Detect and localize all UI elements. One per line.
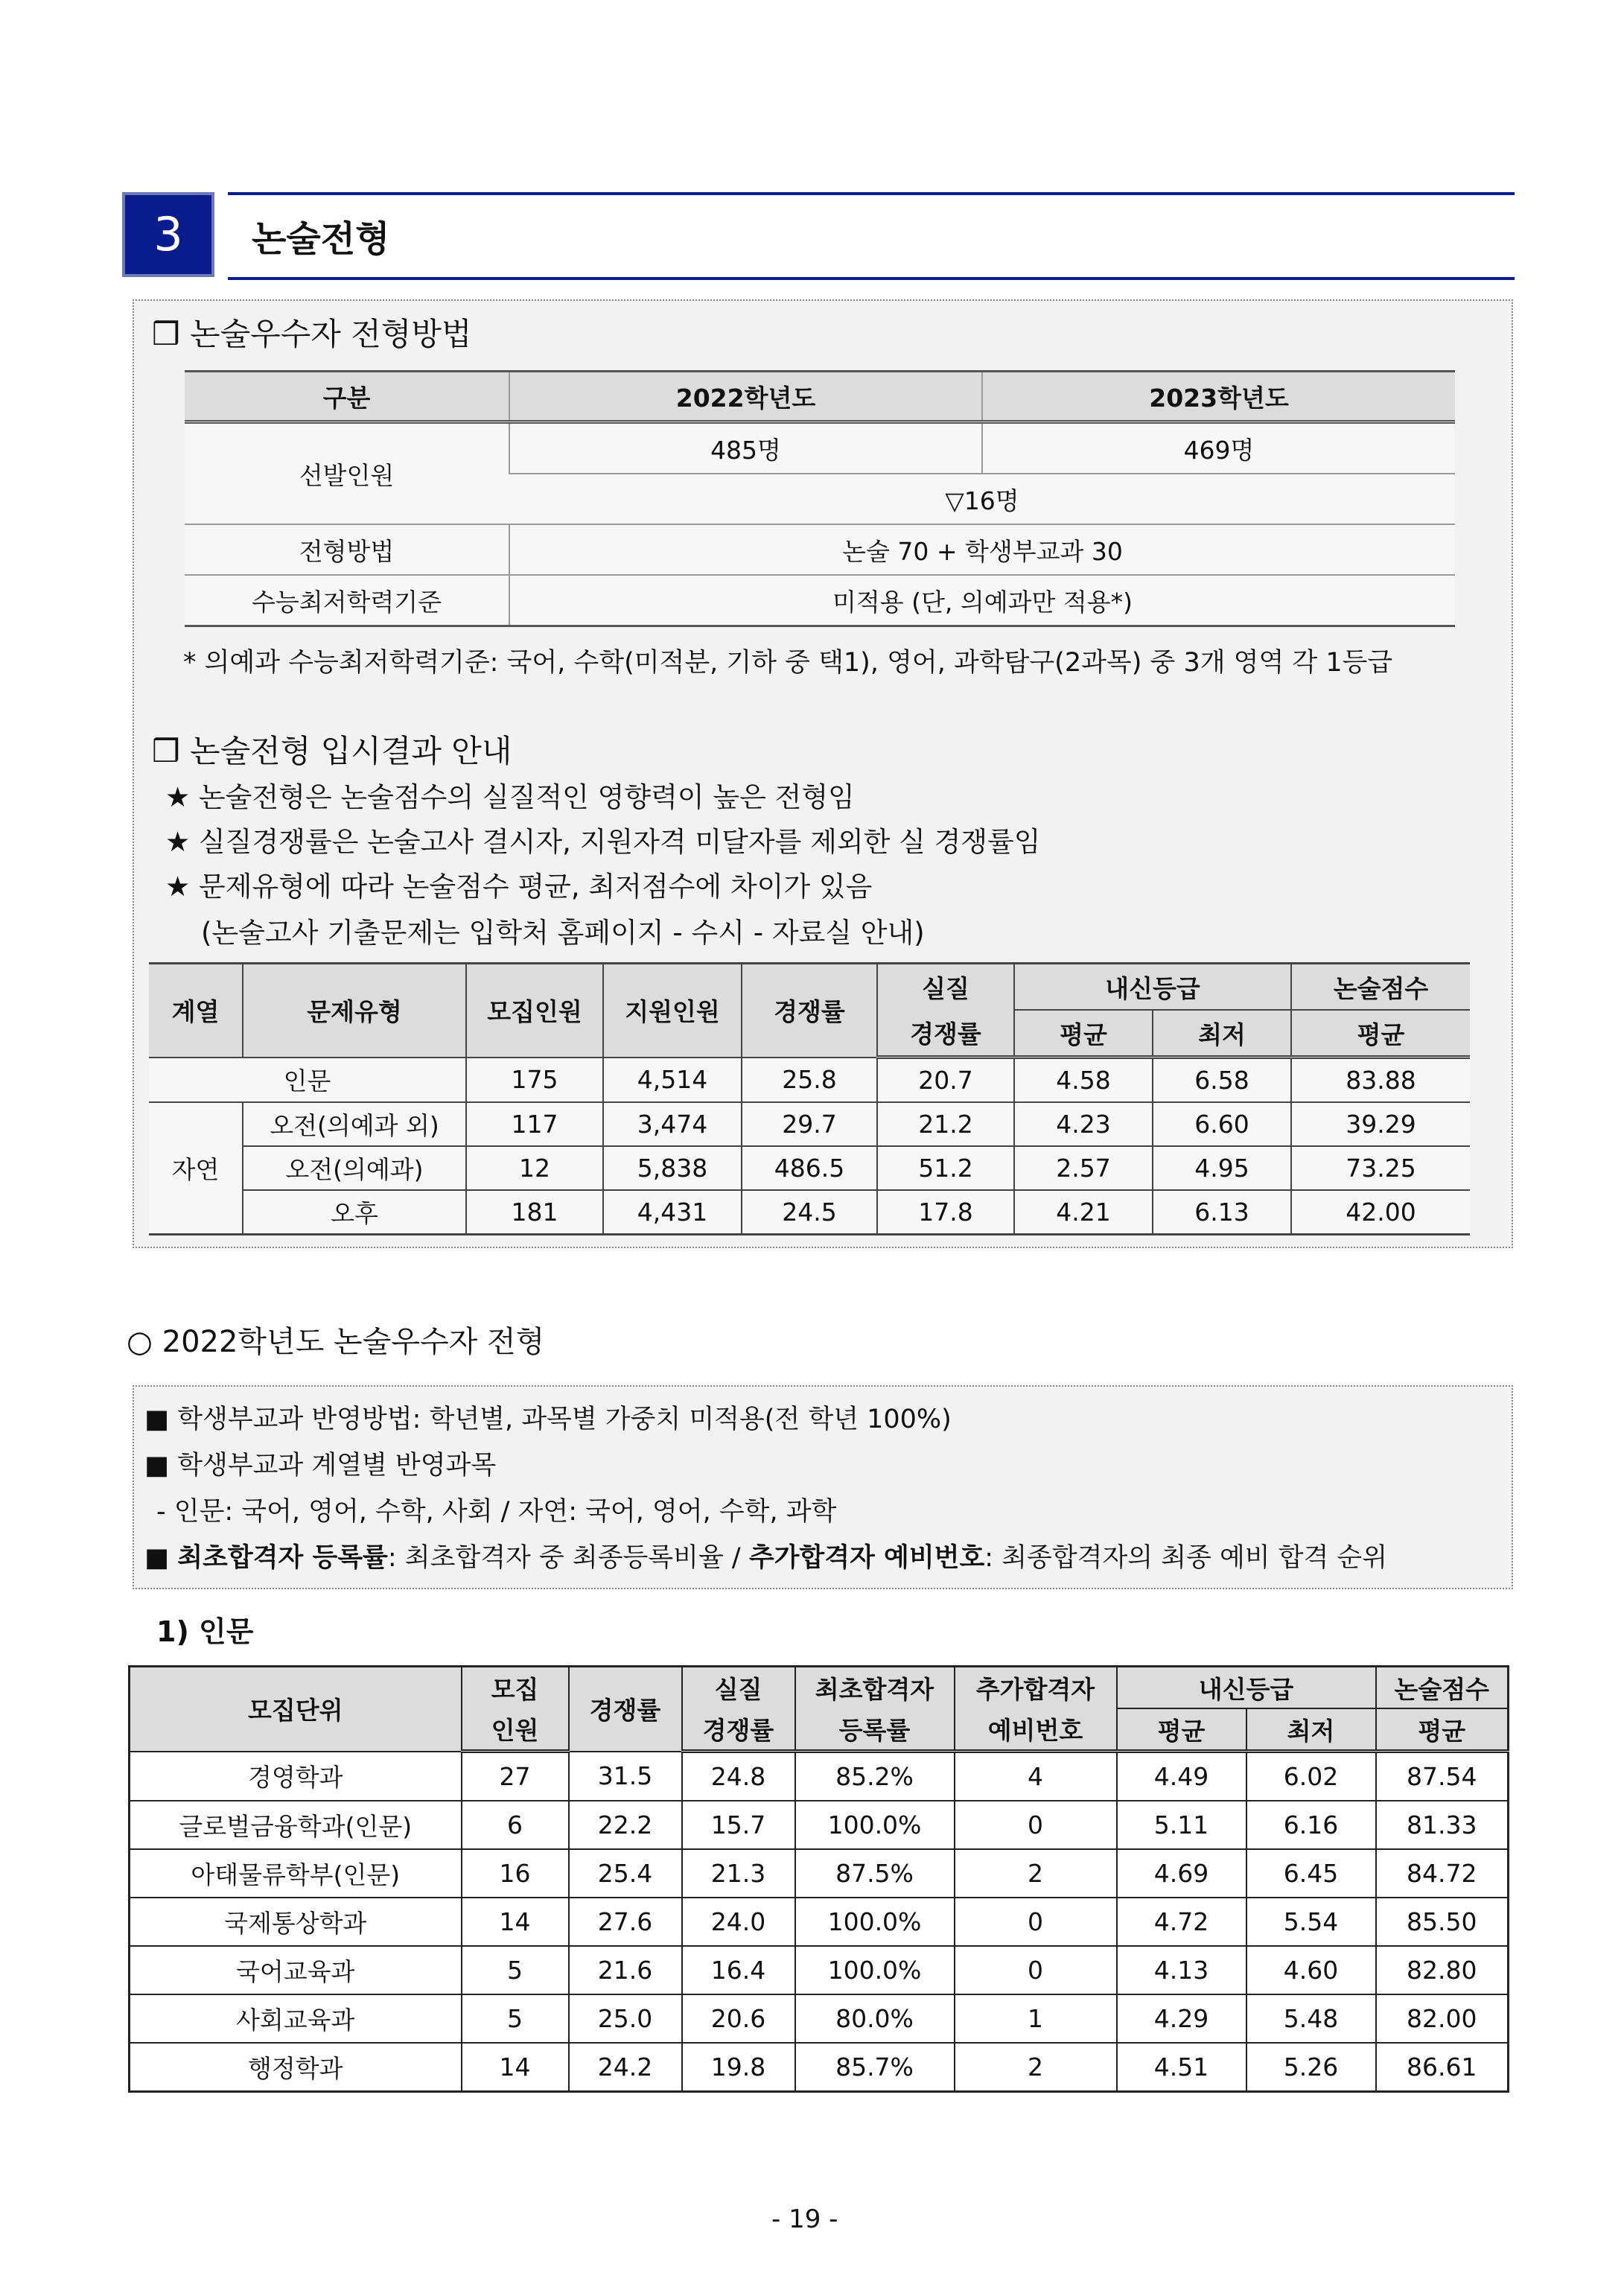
table-header-row: [185, 372, 1455, 422]
cell-quota: 27: [462, 1752, 569, 1801]
header-extra-top: 추가합격자: [955, 1667, 1117, 1709]
cell-reg-rate: 100.0%: [795, 1898, 955, 1946]
row-label-selection: 선발인원: [185, 422, 509, 525]
cell-essay-avg: 83.88: [1291, 1058, 1470, 1103]
cell-type: 오전(의예과): [243, 1146, 466, 1190]
humanities-table: [128, 1665, 1509, 2093]
cell-type: 인문: [149, 1058, 466, 1103]
cell-real-rate: 51.2: [877, 1146, 1014, 1190]
cell-grade-avg: 4.49: [1117, 1752, 1246, 1801]
page-number: - 19 -: [771, 2204, 838, 2234]
cell-quota: 175: [466, 1058, 603, 1103]
cell-unit: 경영학과: [130, 1752, 462, 1801]
cell-grade-avg: 4.69: [1117, 1849, 1246, 1898]
cell-quota: 6: [462, 1801, 569, 1849]
cell-grade-min: 6.60: [1153, 1102, 1291, 1146]
subheading-2022: ○ 2022학년도 논술우수자 전형: [127, 1325, 545, 1359]
results-heading: ❒ 논술전형 입시결과 안내: [152, 733, 512, 769]
cell-rate: 25.0: [569, 1994, 682, 2043]
cell-real-rate: 17.8: [877, 1190, 1014, 1235]
table-header-row: [149, 964, 1470, 1011]
humanities-heading: 1) 인문: [156, 1615, 254, 1648]
cell-field-science: 자연: [149, 1102, 243, 1235]
cell-waitlist: 2: [955, 2043, 1117, 2092]
header-essay-avg: 평균: [1376, 1708, 1509, 1752]
cell-waitlist: 4: [955, 1752, 1117, 1801]
header-grade-min: 최저: [1246, 1708, 1376, 1752]
cell-grade-min: 4.95: [1153, 1146, 1291, 1190]
table-row: [149, 1102, 1470, 1146]
cell-rate: 25.4: [569, 1849, 682, 1898]
humanities-table-body: [130, 1752, 1509, 2092]
table-row: [185, 422, 1455, 474]
cell-essay-avg: 85.50: [1376, 1898, 1509, 1946]
cell-essay-avg: 81.33: [1376, 1801, 1509, 1849]
definition-first-reg-rate: : 최초합격자 중 최종등록비율 /: [387, 1543, 749, 1573]
table-row: [130, 1898, 1509, 1946]
cell-rate: 27.6: [569, 1898, 682, 1946]
table-header-row: [130, 1667, 1509, 1709]
selection-change: ▽16명: [509, 474, 1455, 524]
cell-reg-rate: 80.0%: [795, 1994, 955, 2043]
term-waitlist-number: 추가합격자 예비번호: [748, 1543, 985, 1573]
method-value: 논술 70 + 학생부교과 30: [509, 524, 1455, 575]
cell-real-rate: 20.6: [682, 1994, 795, 2043]
cell-reg-rate: 85.7%: [795, 2043, 955, 2092]
header-real-rate-top: 실질: [877, 964, 1014, 1011]
cell-quota: 117: [466, 1102, 603, 1146]
cell-waitlist: 0: [955, 1898, 1117, 1946]
table-row: [149, 1190, 1470, 1235]
header-applicants: 지원인원: [603, 964, 742, 1058]
header-field: 계열: [149, 964, 243, 1058]
note-item: ★ 문제유형에 따라 논술점수 평균, 최저점수에 차이가 있음: [165, 871, 873, 903]
header-essay: 논술점수: [1376, 1667, 1509, 1709]
header-extra-bottom: 예비번호: [955, 1708, 1117, 1752]
header-real-top: 실질: [682, 1667, 795, 1709]
cell-reg-rate: 85.2%: [795, 1752, 955, 1801]
header-real-rate-bottom: 경쟁률: [877, 1010, 1014, 1058]
cell-type: 오전(의예과 외): [243, 1102, 466, 1146]
table-row: [130, 2043, 1509, 2092]
cell-unit: 사회교육과: [130, 1994, 462, 2043]
cell-essay-avg: 84.72: [1376, 1849, 1509, 1898]
footnote: * 의예과 수능최저학력기준: 국어, 수학(미적분, 기하 중 택1), 영어, 과학탐구(2과목) 중 3개 영역 각 1등급: [183, 648, 1393, 678]
cell-applicants: 5,838: [603, 1146, 742, 1190]
table-row: [130, 1752, 1509, 1801]
table-row: [185, 524, 1455, 575]
table-row: [130, 1994, 1509, 2043]
header-grade: 내신등급: [1117, 1667, 1376, 1709]
cell-grade-min: 6.16: [1246, 1801, 1376, 1849]
cell-quota: 16: [462, 1849, 569, 1898]
cell-grade-min: 6.02: [1246, 1752, 1376, 1801]
bullet: ■: [144, 1543, 178, 1573]
info-line-definitions: [144, 1537, 1387, 1574]
header-essay-avg: 평균: [1291, 1010, 1470, 1058]
header-quota-top: 모집: [462, 1667, 569, 1709]
cell-essay-avg: 73.25: [1291, 1146, 1470, 1190]
cell-grade-min: 4.60: [1246, 1946, 1376, 1994]
cell-rate: 31.5: [569, 1752, 682, 1801]
cell-grade-avg: 4.21: [1014, 1190, 1153, 1235]
cell-real-rate: 20.7: [877, 1058, 1014, 1103]
cell-grade-min: 5.54: [1246, 1898, 1376, 1946]
cell-applicants: 4,431: [603, 1190, 742, 1235]
header-2023: 2023학년도: [982, 372, 1455, 422]
title-rule-bottom: [228, 277, 1515, 280]
header-grade-avg: 평균: [1117, 1708, 1246, 1752]
cell-grade-avg: 5.11: [1117, 1801, 1246, 1849]
header-essay: 논술점수: [1291, 964, 1470, 1011]
cell-grade-avg: 4.51: [1117, 2043, 1246, 2092]
cell-rate: 29.7: [742, 1102, 877, 1146]
cell-quota: 181: [466, 1190, 603, 1235]
table-row: [149, 1146, 1470, 1190]
cell-grade-min: 5.48: [1246, 1994, 1376, 2043]
cell-waitlist: 0: [955, 1801, 1117, 1849]
cell-reg-rate: 87.5%: [795, 1849, 955, 1898]
header-grade-avg: 평균: [1014, 1010, 1153, 1058]
table-row: [130, 1946, 1509, 1994]
cell-essay-avg: 82.80: [1376, 1946, 1509, 1994]
cell-unit: 국제통상학과: [130, 1898, 462, 1946]
cell-real-rate: 15.7: [682, 1801, 795, 1849]
row-label-method: 전형방법: [185, 524, 509, 575]
header-quota: 모집인원: [466, 964, 603, 1058]
selection-2023: 469명: [982, 422, 1455, 474]
cell-essay-avg: 87.54: [1376, 1752, 1509, 1801]
table-row: [130, 1801, 1509, 1849]
header-first-top: 최초합격자: [795, 1667, 955, 1709]
cell-grade-avg: 4.29: [1117, 1994, 1246, 2043]
cell-essay-avg: 42.00: [1291, 1190, 1470, 1235]
row-label-minimum: 수능최저학력기준: [185, 575, 509, 626]
cell-applicants: 3,474: [603, 1102, 742, 1146]
table-row: [130, 1849, 1509, 1898]
cell-real-rate: 21.2: [877, 1102, 1014, 1146]
section-title: 논술전형: [252, 218, 390, 260]
cell-grade-min: 6.45: [1246, 1849, 1376, 1898]
cell-waitlist: 0: [955, 1946, 1117, 1994]
cell-applicants: 4,514: [603, 1058, 742, 1103]
cell-real-rate: 21.3: [682, 1849, 795, 1898]
title-rule-top: [228, 192, 1515, 195]
cell-grade-avg: 2.57: [1014, 1146, 1153, 1190]
note-sub: (논술고사 기출문제는 입학처 홈페이지 - 수시 - 자료실 안내): [201, 917, 925, 949]
header-real-bottom: 경쟁률: [682, 1708, 795, 1752]
method-table: [185, 370, 1455, 627]
cell-quota: 5: [462, 1946, 569, 1994]
cell-grade-avg: 4.13: [1117, 1946, 1246, 1994]
cell-unit: 글로벌금융학과(인문): [130, 1801, 462, 1849]
cell-rate: 22.2: [569, 1801, 682, 1849]
section-number-badge: 3: [122, 192, 214, 277]
info-line: ■ 학생부교과 계열별 반영과목: [144, 1451, 497, 1481]
header-type: 문제유형: [243, 964, 466, 1058]
info-line: ■ 학생부교과 반영방법: 학년별, 과목별 가중치 미적용(전 학년 100%): [144, 1405, 952, 1434]
header-rate: 경쟁률: [569, 1667, 682, 1752]
cell-unit: 국어교육과: [130, 1946, 462, 1994]
header-quota-bottom: 인원: [462, 1708, 569, 1752]
section-title-bar: [228, 192, 1515, 280]
info-line: - 인문: 국어, 영어, 수학, 사회 / 자연: 국어, 영어, 수학, 과학: [156, 1497, 837, 1527]
header-grade: 내신등급: [1014, 964, 1291, 1011]
cell-unit: 행정학과: [130, 2043, 462, 2092]
cell-grade-min: 5.26: [1246, 2043, 1376, 2092]
cell-grade-avg: 4.58: [1014, 1058, 1153, 1103]
cell-essay-avg: 86.61: [1376, 2043, 1509, 2092]
cell-quota: 14: [462, 1898, 569, 1946]
header-first-bottom: 등록률: [795, 1708, 955, 1752]
note-item: ★ 실질경쟁률은 논술고사 결시자, 지원자격 미달자를 제외한 실 경쟁률임: [165, 826, 1041, 858]
cell-real-rate: 19.8: [682, 2043, 795, 2092]
header-category: 구분: [185, 372, 509, 422]
cell-grade-min: 6.13: [1153, 1190, 1291, 1235]
table-row: [149, 1058, 1470, 1103]
cell-real-rate: 16.4: [682, 1946, 795, 1994]
cell-waitlist: 1: [955, 1994, 1117, 2043]
cell-reg-rate: 100.0%: [795, 1946, 955, 1994]
cell-grade-avg: 4.23: [1014, 1102, 1153, 1146]
minimum-value: 미적용 (단, 의예과만 적용*): [509, 575, 1455, 626]
cell-rate: 486.5: [742, 1146, 877, 1190]
definition-waitlist-number: : 최종합격자의 최종 예비 합격 순위: [984, 1543, 1388, 1573]
cell-real-rate: 24.8: [682, 1752, 795, 1801]
header-2022: 2022학년도: [509, 372, 982, 422]
header-grade-min: 최저: [1153, 1010, 1291, 1058]
cell-rate: 24.2: [569, 2043, 682, 2092]
note-item: ★ 논술전형은 논술점수의 실질적인 영향력이 높은 전형임: [165, 781, 855, 813]
selection-2022: 485명: [509, 422, 982, 474]
cell-essay-avg: 39.29: [1291, 1102, 1470, 1146]
term-first-reg-rate: 최초합격자 등록률: [177, 1543, 388, 1573]
header-rate: 경쟁률: [742, 964, 877, 1058]
cell-unit: 아태물류학부(인문): [130, 1849, 462, 1898]
cell-essay-avg: 82.00: [1376, 1994, 1509, 2043]
table-row: [185, 575, 1455, 626]
header-unit: 모집단위: [130, 1667, 462, 1752]
cell-type: 오후: [243, 1190, 466, 1235]
cell-grade-min: 6.58: [1153, 1058, 1291, 1103]
cell-waitlist: 2: [955, 1849, 1117, 1898]
results-table: [149, 962, 1470, 1236]
cell-quota: 12: [466, 1146, 603, 1190]
cell-grade-avg: 4.72: [1117, 1898, 1246, 1946]
cell-rate: 21.6: [569, 1946, 682, 1994]
cell-reg-rate: 100.0%: [795, 1801, 955, 1849]
cell-quota: 14: [462, 2043, 569, 2092]
cell-quota: 5: [462, 1994, 569, 2043]
cell-rate: 24.5: [742, 1190, 877, 1235]
cell-real-rate: 24.0: [682, 1898, 795, 1946]
cell-rate: 25.8: [742, 1058, 877, 1103]
method-heading: ❒ 논술우수자 전형방법: [152, 316, 472, 352]
